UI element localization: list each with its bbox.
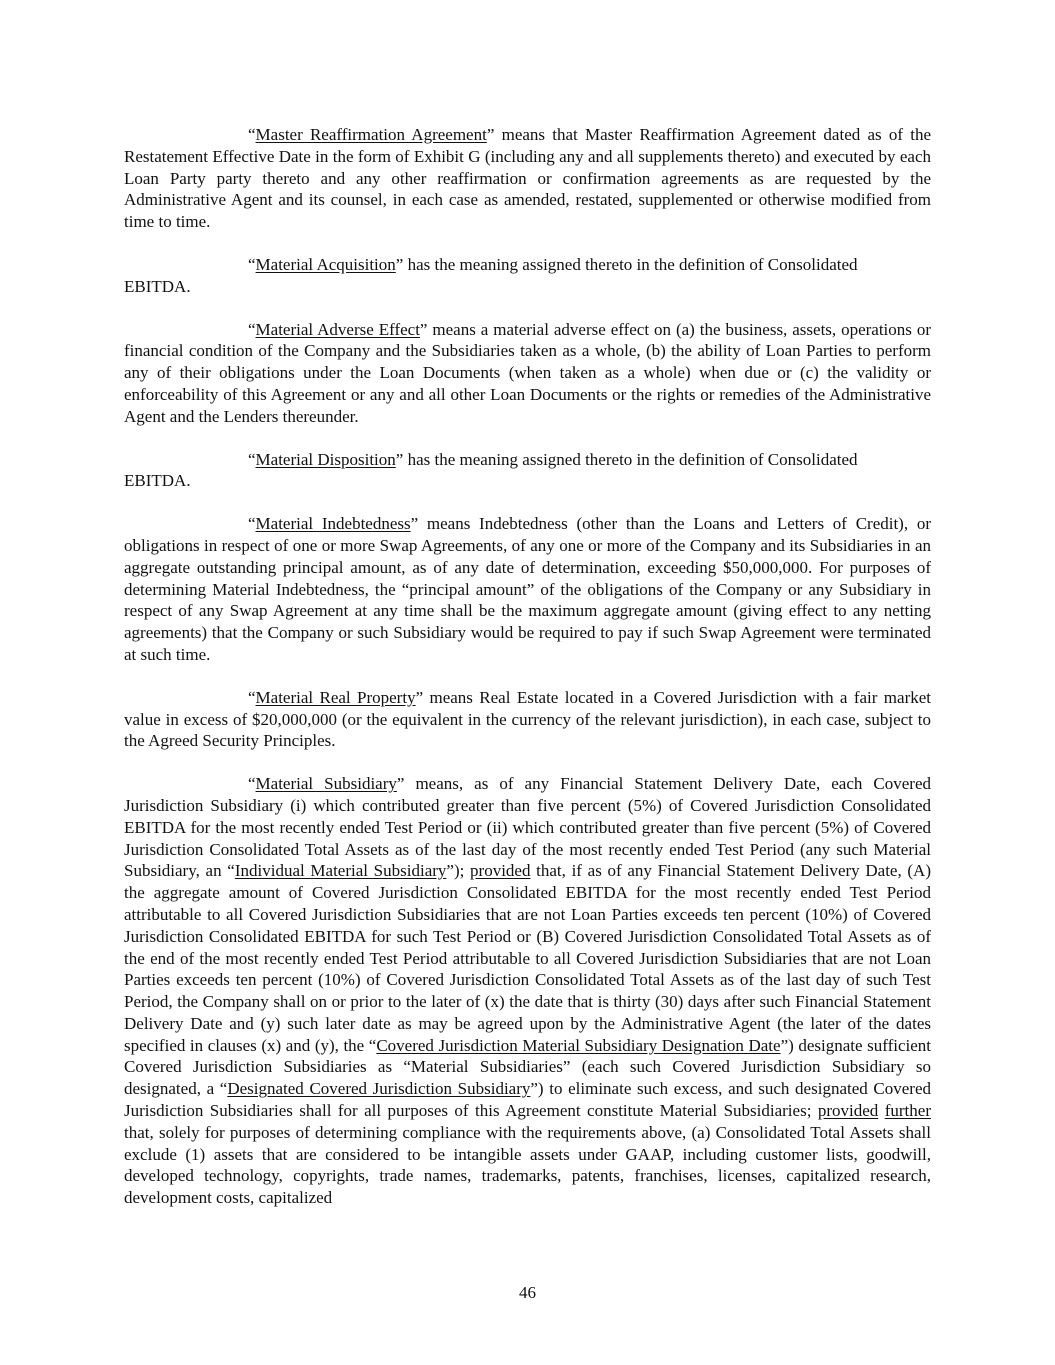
open-quote: “: [248, 125, 256, 144]
defined-term: Master Reaffirmation Agreement: [255, 125, 487, 144]
text-segment: ” means, as of any Financial Statement Delivery Date, each Covered Jurisdiction Subsidiary (i) which contributed greater than five percent (5%) of Covered Jurisdiction Consolidated EBITDA for the most recently ended Test Period or (ii) which contributed greater than five percent (5%) of Covered Jurisdiction Consolidated Total Assets as of the last day of the most recently ended Test Period (any such Material Subsidiary, an “: [124, 774, 931, 881]
proviso-term: provided: [817, 1101, 879, 1121]
definition-text: ” means that Master Reaffirmation Agreement dated as of the Restatement Effective Date in the form of Exhibit G (including any and all supplements thereto) and executed by each Loan Party party thereto and any other reaffirmation or confirmation agreements as are requested by the Administrative Agent and its counsel, in each case as amended, restated, supplemented or otherwise modified from time to time.: [124, 125, 931, 232]
defined-term: Designated Covered Jurisdiction Subsidiary: [227, 1079, 531, 1099]
defined-term: Material Acquisition: [255, 254, 396, 274]
proviso-term: provided: [470, 861, 531, 881]
proviso-term: further: [884, 1101, 931, 1121]
definition-material-disposition: [124, 449, 931, 493]
definition-tail: EBITDA.: [124, 276, 191, 296]
definition-material-acquisition: [124, 254, 931, 298]
definition-material-indebtedness: [124, 513, 931, 666]
open-quote: “: [248, 254, 256, 274]
open-quote: “: [248, 514, 256, 534]
defined-term: Material Subsidiary: [255, 774, 397, 794]
definition-text: ” means Real Estate located in a Covered Jurisdiction with a fair market value in excess of $20,000,000 (or the equivalent in the currency of the relevant jurisdiction), in each case, subject to the Agreed Security Principles.: [124, 687, 932, 751]
document-page: [124, 124, 931, 1230]
open-quote: “: [248, 449, 256, 469]
defined-term: Material Real Property: [255, 687, 416, 707]
definition-text: ” means a material adverse effect on (a) the business, assets, operations or financial condition of the Company and the Subsidiaries taken as a whole, (b) the ability of Loan Parties to perform any of their obligations under the Loan Documents (when taken as a whole) when due or (c) the validity or enforceability of this Agreement or any and all other Loan Documents or the rights or remedies of the Administrative Agent and the Lenders thereunder.: [124, 319, 931, 426]
defined-term: Material Disposition: [255, 449, 396, 469]
open-quote: “: [248, 687, 256, 707]
text-segment: that, solely for purposes of determining compliance with the requirements above, (a) Consolidated Total Assets shall exclude (1) assets that are considered to be intangible assets under GAAP, including customer lists, goodwill, developed technology, copyrights, trade names, trademarks, patents, franchises, licenses, capitalized research, development costs, capitalized: [124, 1122, 931, 1208]
definition-tail: EBITDA.: [124, 471, 191, 491]
definition-material-real-property: [124, 687, 931, 752]
defined-term: Material Indebtedness: [255, 514, 411, 534]
definition-text: ” has the meaning assigned thereto in the definition of Consolidated: [395, 449, 858, 469]
text-segment: ”) to eliminate such excess, and such designated Covered Jurisdiction Subsidiaries shall for all purposes of this Agreement constitute Material Subsidiaries;: [124, 1079, 931, 1121]
definition-text: ” means Indebtedness (other than the Loans and Letters of Credit), or obligations in respect of one or more Swap Agreements, of any one or more of the Company and its Subsidiaries in an aggregate outstanding principal amount, as of any date of determination, exceeding $50,000,000. For purposes of determining Material Indebtedness, the “principal amount” of the obligations of the Company or any Subsidiary in respect of any Swap Agreement at any time shall be the maximum aggregate amount (giving effect to any netting agreements) that the Company or such Subsidiary would be required to pay if such Swap Agreement were terminated at such time.: [124, 514, 931, 664]
definition-material-adverse-effect: [124, 319, 931, 428]
defined-term: Covered Jurisdiction Material Subsidiary Designation Date: [376, 1035, 781, 1055]
text-segment: ”) designate sufficient Covered Jurisdiction Subsidiaries as “Material Subsidiaries” (each such Covered Jurisdiction Subsidiary so designated, a “: [124, 1035, 931, 1099]
definition-master-reaffirmation-agreement: [124, 124, 931, 233]
defined-term: Material Adverse Effect: [255, 319, 420, 339]
defined-term: Individual Material Subsidiary: [234, 861, 447, 881]
definition-text: ” has the meaning assigned thereto in the definition of Consolidated: [395, 254, 858, 274]
definition-material-subsidiary: [124, 773, 931, 1209]
text-segment: ”);: [446, 861, 471, 881]
text-segment: “: [248, 774, 256, 794]
text-segment: that, if as of any Financial Statement Delivery Date, (A) the aggregate amount of Covered Jurisdiction Consolidated EBITDA for the most recently ended Test Period attributable to all Covered Jurisdiction Subsidiaries that are not Loan Parties exceeds ten percent (10%) of Covered Jurisdiction Consolidated EBITDA for such Test Period or (B) Covered Jurisdiction Consolidated Total Assets as of the end of the most recently ended Test Period attributable to all Covered Jurisdiction Subsidiaries that are not Loan Parties exceeds ten percent (10%) of Covered Jurisdiction Consolidated Total Assets as of the last day of such Test Period, the Company shall on or prior to the later of (x) the date that is thirty (30) days after such Financial Statement Delivery Date and (y) such later date as may be agreed upon by the Administrative Agent (the later of the dates specified in clauses (x) and (y), the “: [124, 861, 931, 1055]
open-quote: “: [248, 319, 256, 339]
page-number: 46: [519, 1283, 536, 1302]
